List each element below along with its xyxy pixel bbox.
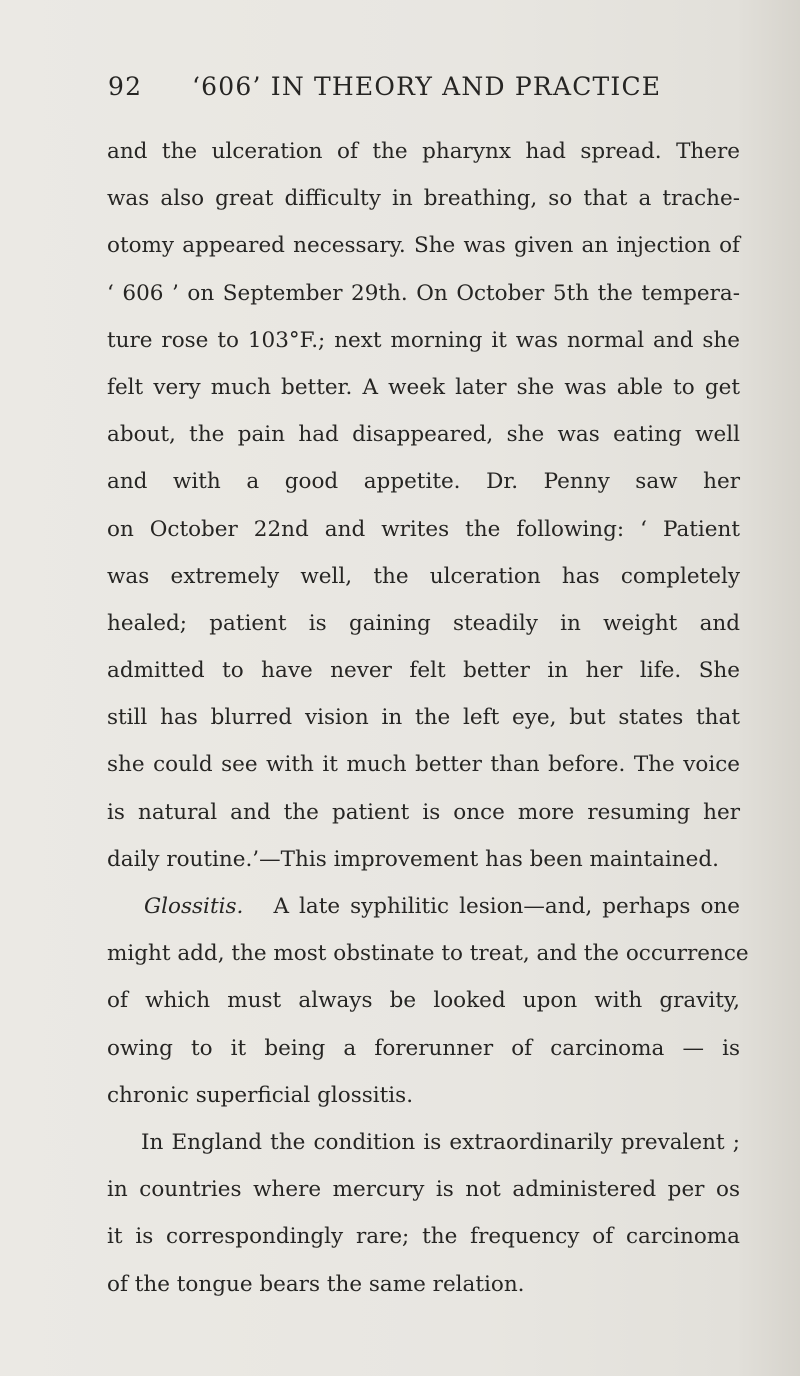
text-line: it is correspondingly rare; the frequency of carcinoma xyxy=(107,1224,740,1250)
text-line: was extremely well, the ulceration has completely xyxy=(107,563,740,589)
text-line: in countries where mercury is not administered per os xyxy=(107,1177,740,1203)
text-line: and with a good appetite. Dr. Penny saw her xyxy=(107,469,740,495)
text-line: felt very much better. A week later she was able to get xyxy=(107,374,740,400)
text-line: healed; patient is gaining steadily in weight and xyxy=(107,610,740,636)
text-line: about, the pain had disappeared, she was eating well xyxy=(107,422,740,448)
text-line: ‘ 606 ’ on September 29th. On October 5th the tempera- xyxy=(107,280,740,306)
text-line: she could see with it much better than before. The voice xyxy=(107,752,740,778)
body-text xyxy=(107,128,749,1308)
text-line: owing to it being a forerunner of carcinoma — is xyxy=(107,1035,740,1061)
paragraph-first-line xyxy=(107,883,740,930)
text-line: chronic superficial glossitis. xyxy=(107,1082,414,1108)
text-line: In England the condition is extraordinarily prevalent ; xyxy=(141,1129,740,1155)
text-line: is natural and the patient is once more resuming her xyxy=(107,799,740,825)
page-number: 92 xyxy=(108,72,143,101)
text-line: of which must always be looked upon with gravity, xyxy=(107,988,740,1014)
text-line: ture rose to 103°F.; next morning it was normal and she xyxy=(107,327,740,353)
running-header xyxy=(108,72,668,101)
text-line: on October 22nd and writes the following: ‘ Patient xyxy=(107,516,740,542)
text-line: and the ulceration of the pharynx had spread. There xyxy=(107,139,740,164)
text-line: still has blurred vision in the left eye, but states that xyxy=(107,705,740,731)
text-line: otomy appeared necessary. She was given an injection of xyxy=(107,233,740,259)
text-line: daily routine.’—This improvement has been maintained. xyxy=(107,846,719,872)
section-heading-glossitis: Glossitis. xyxy=(144,894,244,919)
text-line: of the tongue bears the same relation. xyxy=(107,1271,525,1297)
text-line: was also great difficulty in breathing, so that a trache- xyxy=(107,186,740,212)
text-line-rest: A late syphilitic lesion—and, perhaps one xyxy=(273,894,740,919)
text-line: might add, the most obstinate to treat, and the occurrence xyxy=(107,941,749,967)
text-line: admitted to have never felt better in her life. She xyxy=(107,658,740,684)
running-title: ‘606’ IN THEORY AND PRACTICE xyxy=(192,72,662,101)
